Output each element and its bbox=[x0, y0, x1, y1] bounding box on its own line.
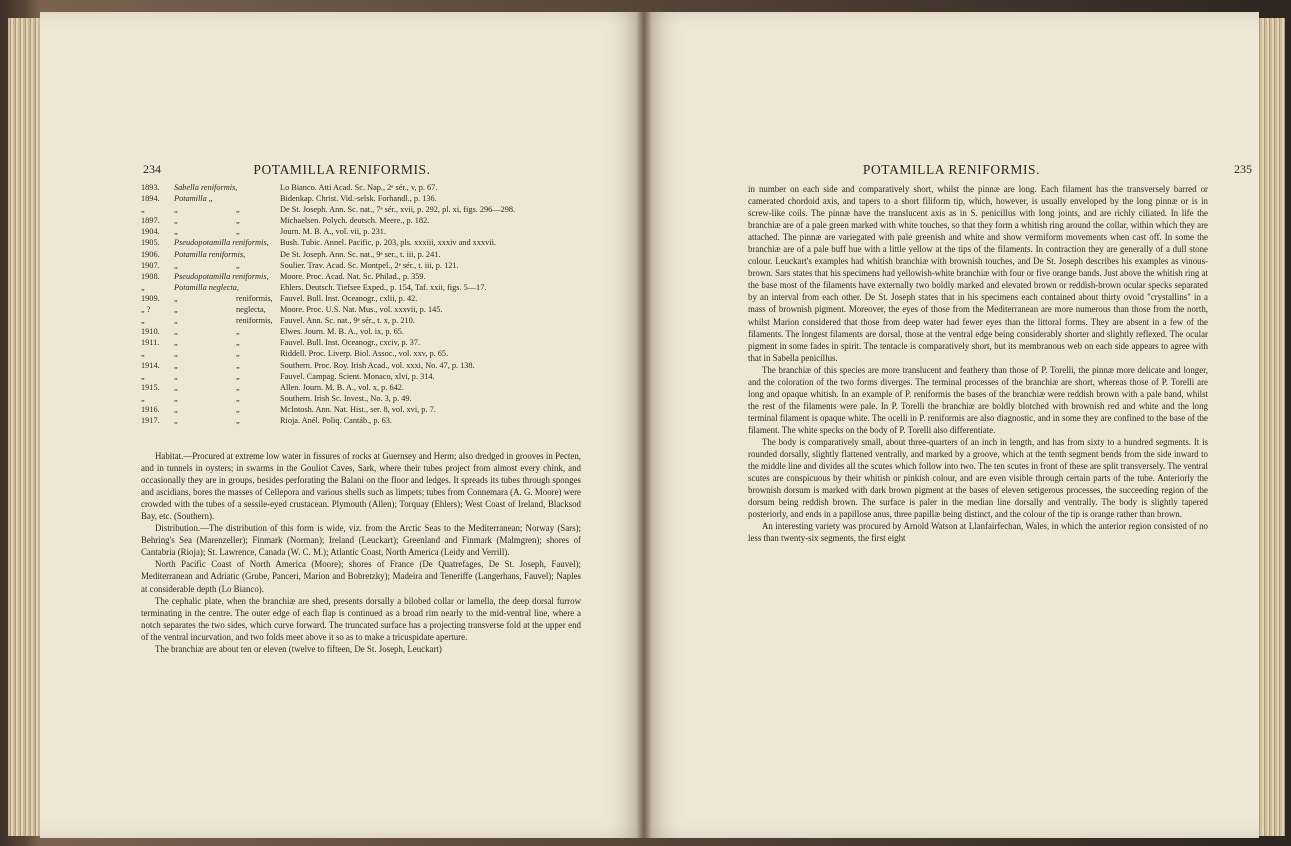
reference-citation: Ehlers. Deutsch. Tiefsee Exped., p. 154, Taf. xxii, figs. 5—17. bbox=[280, 282, 487, 292]
reference-entry bbox=[141, 182, 581, 193]
reference-citation: Bush. Tubic. Annel. Pacific, p. 203, pls. xxxiii, xxxiv and xxxvii. bbox=[280, 238, 496, 248]
reference-name: „ bbox=[174, 360, 179, 370]
reference-entry bbox=[141, 415, 581, 426]
reference-name: „ bbox=[174, 382, 179, 392]
reference-year: 1910. bbox=[141, 327, 160, 337]
reference-name: „ bbox=[174, 415, 179, 425]
reference-year: 1893. bbox=[141, 183, 160, 192]
reference-year: 1897. bbox=[141, 216, 160, 226]
reference-name: „ bbox=[174, 371, 179, 381]
reference-epithet: „ bbox=[236, 205, 240, 215]
reference-epithet bbox=[236, 182, 280, 193]
reference-entry bbox=[141, 215, 581, 226]
reference-name: „ bbox=[174, 349, 179, 359]
reference-entry bbox=[141, 404, 581, 415]
reference-epithet bbox=[236, 249, 280, 260]
reference-name: „ bbox=[174, 338, 179, 348]
running-title: POTAMILLA RENIFORMIS. bbox=[253, 162, 431, 177]
reference-epithet: „ bbox=[236, 260, 240, 270]
reference-epithet bbox=[236, 193, 280, 204]
reference-year: „ bbox=[141, 205, 145, 215]
reference-year: 1914. bbox=[141, 360, 160, 370]
reference-citation: Southern. Proc. Roy. Irish Acad., vol. xxxi, No. 47, p. 138. bbox=[280, 360, 475, 370]
reference-epithet: „ bbox=[236, 415, 240, 425]
reference-entry bbox=[141, 304, 581, 315]
reference-entry bbox=[141, 237, 581, 248]
reference-epithet: „ bbox=[236, 371, 240, 381]
reference-year: „ bbox=[141, 393, 145, 403]
reference-name: „ bbox=[174, 327, 179, 337]
reference-citation: Fauvel. Bull. Inst. Oceanogr., cxciv, p. 37. bbox=[280, 338, 421, 348]
reference-name: Potamilla reniformis, bbox=[174, 249, 246, 259]
reference-citation: Moore. Proc. Acad. Nat. Sc. Philad., p. 359. bbox=[280, 271, 426, 281]
reference-citation: Riddell. Proc. Liverp. Biol. Assoc., vol. xxv, p. 65. bbox=[280, 349, 449, 359]
reference-epithet: „ bbox=[236, 382, 240, 392]
reference-year: 1906. bbox=[141, 249, 160, 259]
reference-name: Pseudopotamilla reniformis, bbox=[174, 238, 269, 248]
reference-citation: Soulier. Trav. Acad. Sc. Montpel., 2ᵉ sér., t. iii, p. 121. bbox=[280, 260, 459, 270]
reference-name: „ bbox=[174, 293, 179, 303]
left-page bbox=[40, 12, 644, 838]
reference-year: 1911. bbox=[141, 338, 160, 348]
reference-year: „ ? bbox=[141, 305, 151, 315]
reference-epithet: „ bbox=[236, 393, 240, 403]
reference-entry bbox=[141, 193, 581, 204]
reference-citation: De St. Joseph. Ann. Sc. nat., 9ᵉ ser., t. iii, p. 241. bbox=[280, 249, 441, 259]
reference-citation: Southern. Irish Sc. Invest., No. 3, p. 49. bbox=[280, 393, 412, 403]
reference-entry bbox=[141, 260, 581, 271]
reference-year: 1909. bbox=[141, 293, 160, 303]
reference-citation: Journ. M. B. A., vol. vii, p. 231. bbox=[280, 227, 387, 237]
reference-name: Pseudopotamilla reniformis, bbox=[174, 271, 269, 281]
reference-entry bbox=[141, 326, 581, 337]
running-title: POTAMILLA RENIFORMIS. bbox=[862, 162, 1041, 177]
reference-citation: Bidenkap. Christ. Vid.-selsk. Forhandl., p. 136. bbox=[280, 194, 437, 204]
reference-epithet bbox=[236, 271, 280, 282]
paragraph-cephalic-plate: The cephalic plate, when the branchiæ are shed, presents dorsally a bilobed collar or lamella, the deep dorsal furrow terminating in the centre. The outer edge of each flap is continued as a broad rim nearly to the mid-ventral line, where a notch separates the two sides, which curve forward. The truncated surface has a projecting transverse fold at the upper end of the ventral incurvation, and two folds meet above it so as to make a tricuspidate aperture. bbox=[141, 595, 581, 642]
right-page-edges bbox=[1257, 18, 1285, 836]
synonymy-list bbox=[141, 182, 581, 426]
paragraph-variety: An interesting variety was procured by Arnold Watson at Llanfairfechan, Wales, in which the anterior region consisted of no less than twenty-six segments, the first eight bbox=[748, 521, 1208, 544]
paragraph-pacific: North Pacific Coast of North America (Moore); shores of France (De Quatrefages, De St. Joseph, Fauvel); Mediterranean and Adriatic (Grube, Panceri, Marion and Bobretzky); Madeira and Teneriffe (Langerhans, Fauvel); Naples at considerable depth (Lo Bianco). bbox=[141, 559, 581, 594]
reference-epithet: „ bbox=[236, 216, 240, 226]
reference-epithet bbox=[236, 237, 280, 248]
page-number: 234 bbox=[143, 162, 161, 176]
reference-year: „ bbox=[141, 371, 145, 381]
reference-citation: Lo Bianco. Atti Acad. Sc. Nap., 2ᵉ sér., v, p. 67. bbox=[280, 183, 438, 192]
reference-citation: Moore. Proc. U.S. Nat. Mus., vol. xxxvii, p. 145. bbox=[280, 305, 443, 315]
reference-citation: McIntosh. Ann. Nat. Hist., ser. 8, vol. xvi, p. 7. bbox=[280, 404, 436, 414]
reference-year: 1907. bbox=[141, 260, 160, 270]
reference-entry bbox=[141, 348, 581, 359]
reference-name: Sabella reniformis, bbox=[174, 183, 238, 192]
reference-citation: Rioja. Anél. Poliq. Cantáb., p. 63. bbox=[280, 415, 393, 425]
reference-year: 1905. bbox=[141, 238, 160, 248]
paragraph-body: The body is comparatively small, about three-quarters of an inch in length, and has from sixty to a hundred segments. It is rounded dorsally, slightly flattened ventrally, and marked by a groove, which at the tenth segment bends from the side inward to the middle line and divides all the scutes which follow into two. The ten scutes in front of these are split transversely. The ventral scutes are conspicuous by their whitish or pinkish colour, and are even visible through certain parts of the tube. Anteriorly the brownish dorsum is marked with dark brown pigment at the bases of eleven setigerous processes, the succeeding region of the dorsum being reddish brown. The surface is paler in the median line dorsally and ventrally. The body is slightly tapered posteriorly, and ends in a papillose anus, three papillæ being distinct, and the colour of the tip is orange rather than brown. bbox=[748, 436, 1208, 520]
reference-year: „ bbox=[141, 282, 145, 292]
reference-citation: Allen. Journ. M. B. A., vol. x, p. 642. bbox=[280, 382, 404, 392]
reference-entry bbox=[141, 393, 581, 404]
reference-epithet: „ bbox=[236, 338, 240, 348]
reference-epithet: „ bbox=[236, 327, 240, 337]
right-body-text bbox=[748, 183, 1208, 544]
paragraph-continued: in number on each side and comparatively short, whilst the pinnæ are long. Each filament has the transversely barred or camerated chordoid axis, and tapers to a short filiform tip, which, however, is usually enveloped by the long pinnæ or is in screw-like coils. The pinnæ have the translucent axis as in S. penicillus with long joints, and are richly ciliated. In life the branchiæ are of a pale green marked with white touches, so that they form a whitish ring around the collar, within which they are attached. The pinnæ are variegated with pale greenish and white and show vermiform movements when cast off. In some the branchiæ are of a pale buff hue with a little yellow at the tips of the filaments. In contraction they are generally of a dull stone colour. Leuckart's examples had whitish branchiæ with brownish touches, and De St. Joseph describes his examples as vinous-brown. Sars states that his specimens had yellowish-white branchiæ with four or five orange bands. Just above the whitish ring at the base most of the filaments have externally two boldly marked and elevated brown or reddish-brown ocular specks separated by an interval from each other. De St. Joseph states that in his specimens each contained about thirty ovoid "crystallins" in a mass of brownish pigment. Moreover, the eyes of those from the Mediterranean are more numerous than those from the north, whilst Marion considered that those from deep water had fewer eyes than the littoral forms. They are absent in a few of the filaments. The longest filaments are dorsal, those at the ventral edge being considerably shorter and slightly reflexed. The ocular pigment in some fades in spirit. The tentacle is comparatively short, but its membranous web on each side appears to agree with that in Sabella penicillus. bbox=[748, 184, 1208, 363]
reference-name: „ bbox=[174, 260, 179, 270]
reference-epithet bbox=[236, 282, 280, 293]
reference-name: Potamilla „ bbox=[174, 194, 214, 204]
reference-year: „ bbox=[141, 316, 145, 326]
book-gutter bbox=[636, 12, 652, 838]
paragraph-branchiae: The branchiæ are about ten or eleven (twelve to fifteen, De St. Joseph, Leuckart) bbox=[155, 643, 442, 654]
reference-epithet: „ bbox=[236, 227, 240, 237]
reference-entry bbox=[141, 315, 581, 326]
reference-year: 1915. bbox=[141, 382, 160, 392]
reference-entry bbox=[141, 226, 581, 237]
reference-epithet: „ bbox=[236, 349, 240, 359]
reference-year: „ bbox=[141, 349, 145, 359]
reference-entry bbox=[141, 360, 581, 371]
reference-name: „ bbox=[174, 305, 179, 315]
reference-epithet: neglecta, bbox=[236, 305, 266, 315]
reference-entry bbox=[141, 382, 581, 393]
reference-year: 1916. bbox=[141, 404, 160, 414]
reference-entry bbox=[141, 249, 581, 260]
reference-citation: De St. Joseph. Ann. Sc. nat., 7ᵉ sér., xvii, p. 292, pl. xi, figs. 296—298. bbox=[280, 205, 516, 215]
reference-name: „ bbox=[174, 316, 179, 326]
reference-epithet: reniformis, bbox=[236, 316, 273, 326]
page-number: 235 bbox=[1234, 162, 1252, 176]
reference-epithet: reniformis, bbox=[236, 293, 273, 303]
reference-name: „ bbox=[174, 404, 179, 414]
reference-entry bbox=[141, 282, 581, 293]
paragraph-distribution: Distribution.—The distribution of this form is wide, viz. from the Arctic Seas to the Mediterranean; Norway (Sars); Behring's Sea (Marenzeller); Finmark (Norman); Ireland (Leuckart); Greenland and Finmark (Malmgren); shores of Cantabria (Rioja); St. Lawrence, Canada (W. C. M.); Atlantic Coast, North America (Leidy and Verrill). bbox=[141, 523, 581, 558]
reference-name: „ bbox=[174, 205, 179, 215]
right-page bbox=[644, 12, 1259, 838]
reference-year: 1894. bbox=[141, 194, 160, 204]
reference-epithet: „ bbox=[236, 360, 240, 370]
reference-citation: Fauvel. Campag. Scient. Monaco, xlvi, p. 314. bbox=[280, 371, 435, 381]
reference-year: 1908. bbox=[141, 271, 160, 281]
reference-name: Potamilla neglecta, bbox=[174, 282, 239, 292]
reference-entry bbox=[141, 293, 581, 304]
paragraph-habitat: Habitat.—Procured at extreme low water in fissures of rocks at Guernsey and Herm; also dredged in grooves in Pecten, and in tunnels in oysters; in swarms in the Gouliot Caves, Sark, where their tubes project from almost every chink, and occasionally they are in groups, besides perforating the Balani on the floor and ledges. It spreads its tubes through sponges and ascidians, bores the masses of Cellepora and various shells such as limpets; tubes from Connemara (A. G. Moore) were crowded with the tubes of a sessile-eyed crustacean. Plymouth (Allen); Torquay (Ehlers); West Coast of Ireland, Blacksod Bay, etc. (Southern). bbox=[141, 451, 581, 522]
reference-epithet: „ bbox=[236, 404, 240, 414]
paragraph-comparison: The branchiæ of this species are more translucent and feathery than those of P. Torelli, the pinnæ more delicate and longer, and the coloration of the two forms diverges. The terminal processes of the branchiæ are short, whereas those of P. Torelli are long and opaque whitish. In an example of P. reniformis the bases of the branchiæ were reddish brown with a pale band, whilst the rest of the filaments were pale. In P. Torelli the branchiæ are boldly blotched with brownish red and white and the long terminal filament is opaque white. The ocelli in P. reniformis are also diagnostic, and in some they are confined to the base of the filament. The white specks on the body of P. Torelli also differentiate. bbox=[748, 364, 1208, 435]
reference-entry bbox=[141, 371, 581, 382]
reference-name: „ bbox=[174, 227, 179, 237]
reference-year: 1904. bbox=[141, 227, 160, 237]
reference-entry bbox=[141, 337, 581, 348]
reference-citation: Fauvel. Ann. Sc. nat., 9ᵉ sér., t. x, p. 210. bbox=[280, 316, 415, 326]
reference-name: „ bbox=[174, 393, 179, 403]
reference-entry bbox=[141, 271, 581, 282]
reference-citation: Fauvel. Bull. Inst. Oceanogr., cxlii, p. 42. bbox=[280, 293, 418, 303]
reference-name: „ bbox=[174, 216, 179, 226]
reference-year: 1917. bbox=[141, 415, 160, 425]
reference-citation: Michaelsen. Polych. deutsch. Meere., p. 182. bbox=[280, 216, 430, 226]
left-page-edges bbox=[8, 18, 42, 836]
reference-citation: Elwes. Journ. M. B. A., vol. ix, p. 65. bbox=[280, 327, 404, 337]
left-body-text bbox=[141, 450, 581, 655]
reference-entry bbox=[141, 204, 581, 215]
